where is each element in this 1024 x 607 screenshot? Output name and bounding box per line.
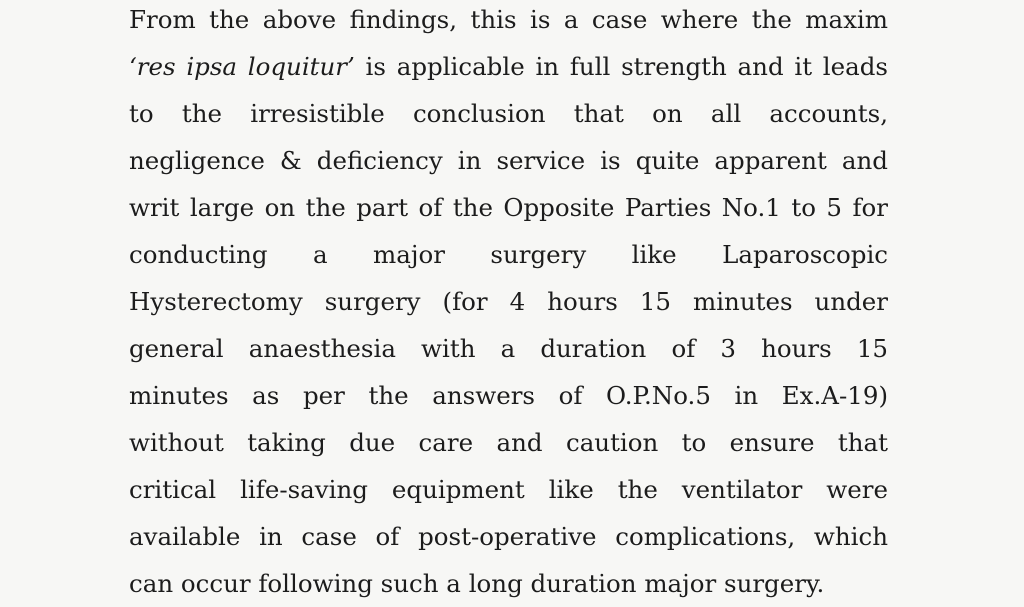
text-line-10: without taking due care and caution to ensure that <box>129 428 888 457</box>
text-line-7: Hysterectomy surgery (for 4 hours 15 minutes under <box>129 287 888 316</box>
text-line-3: to the irresistible conclusion that on all accounts, <box>129 99 888 128</box>
text-line-12: available in case of post-operative complications, which <box>129 522 888 551</box>
text-line-11: critical life-saving equipment like the ventilator were <box>129 475 888 504</box>
text-line-8: general anaesthesia with a duration of 3 hours 15 <box>129 334 888 363</box>
text-line-2-rest: is applicable in full strength and it leads <box>354 52 889 81</box>
text-line-1: From the above findings, this is a case where the maxim <box>129 5 888 34</box>
latin-maxim: ‘res ipsa loquitur’ <box>129 52 355 81</box>
text-line-4: negligence & deficiency in service is quite apparent and <box>129 146 888 175</box>
paragraph <box>129 0 888 607</box>
text-line-6: conducting a major surgery like Laparoscopic <box>129 240 888 269</box>
text-line-9: minutes as per the answers of O.P.No.5 in Ex.A-19) <box>129 381 888 410</box>
text-line-5: writ large on the part of the Opposite Parties No.1 to 5 for <box>129 193 888 222</box>
text-line-2 <box>129 47 888 94</box>
text-line-13: can occur following such a long duration major surgery. <box>129 569 825 598</box>
